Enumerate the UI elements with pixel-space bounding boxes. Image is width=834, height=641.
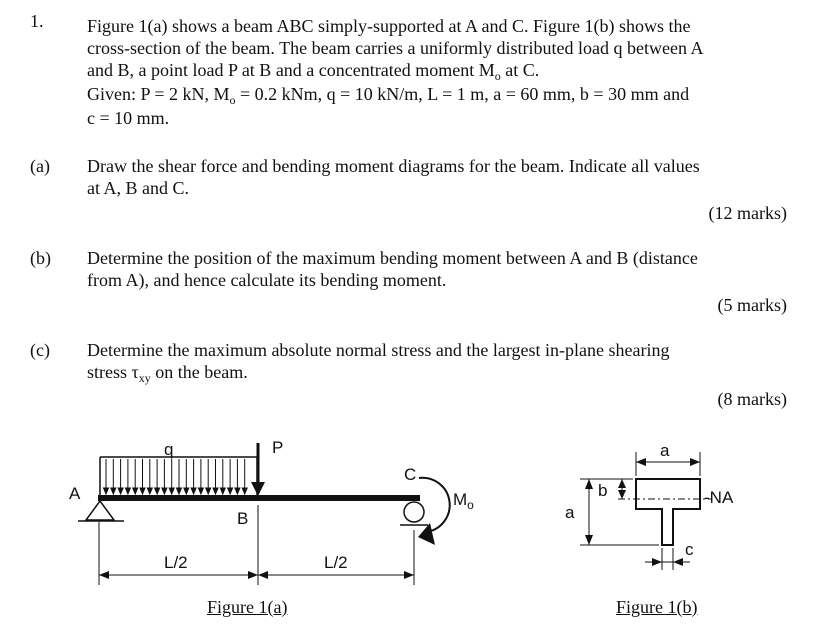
figure-1a-caption: Figure 1(a): [207, 597, 288, 617]
dimension-lines: [99, 505, 414, 585]
udl-arrowhead: [140, 488, 145, 494]
udl-arrowhead: [220, 488, 225, 494]
part-a-marks: (12 marks): [708, 203, 787, 223]
beam: [98, 495, 420, 501]
label-b-dim: b: [598, 481, 608, 500]
pin-support-a: [78, 501, 124, 521]
part-b-text: Determine the position of the maximum bending moment between A and B (distance from A), and hence calculate its bending moment.: [87, 248, 698, 290]
part-a-text: Draw the shear force and bending moment diagrams for the beam. Indicate all values at A, B and C.: [87, 156, 700, 198]
roller-support-c: [400, 502, 428, 525]
part-b-label: (b): [30, 248, 51, 268]
t-section: [636, 479, 700, 545]
udl-arrowhead: [228, 488, 233, 494]
udl-arrowhead: [104, 488, 109, 494]
figure-1b-caption: Figure 1(b): [616, 597, 698, 617]
udl-arrowhead: [206, 488, 211, 494]
part-a-label: (a): [30, 156, 50, 176]
label-mo: $M_o$: [453, 490, 474, 512]
dim-c: [645, 548, 690, 570]
udl-arrowhead: [184, 488, 189, 494]
udl-arrowhead: [235, 488, 240, 494]
udl-arrowhead: [118, 488, 123, 494]
udl-arrowhead: [213, 488, 218, 494]
dim-left-label: L/2: [164, 553, 188, 572]
part-c-label: (c): [30, 340, 50, 360]
label-b: B: [237, 509, 249, 528]
cross-section-diagram: [560, 440, 790, 590]
udl-arrowhead: [125, 488, 130, 494]
udl-arrowhead: [147, 488, 152, 494]
label-a: A: [69, 484, 81, 503]
intro-line-1: Figure 1(a) shows a beam ABC simply-supported at A and C. Figure 1(b) shows the: [87, 16, 691, 36]
intro-line-4: Given: P = 2 kN, $M_o = 0.2$ kNm, q = 10 kN/m, L = 1 m, a = 60 mm, b = 30 mm and: [87, 84, 690, 107]
label-a-top: a: [660, 441, 670, 460]
udl-arrowhead: [191, 488, 196, 494]
udl-arrowhead: [111, 488, 116, 494]
udl-arrowhead: [177, 488, 182, 494]
intro-line-5: c = 10 mm.: [87, 108, 170, 128]
udl-arrows: [104, 459, 248, 494]
udl-arrowhead: [169, 488, 174, 494]
label-c-dim: c: [685, 540, 694, 559]
label-q: q: [164, 440, 174, 459]
label-c: C: [404, 465, 417, 484]
question-number: 1.: [30, 11, 44, 31]
question-intro: [87, 15, 787, 129]
udl-arrowhead: [242, 488, 247, 494]
udl-arrowhead: [198, 488, 203, 494]
udl-arrowhead: [133, 488, 138, 494]
moment-mo-arc: [418, 478, 450, 545]
part-b-marks: (5 marks): [717, 295, 787, 315]
beam-diagram: [0, 430, 520, 600]
udl-arrowhead: [155, 488, 160, 494]
part-c-text: Determine the maximum absolute normal stress and the largest in-plane shearing stress $\tau_{xy}$ on the beam.: [87, 340, 670, 385]
intro-line-2: cross-section of the beam. The beam carries a uniformly distributed load q between A: [87, 38, 704, 58]
dim-right-label: L/2: [324, 553, 348, 572]
label-neutral-axis: -NA: [704, 488, 734, 507]
udl-arrowhead: [162, 488, 167, 494]
label-p: P: [272, 438, 284, 457]
intro-line-3: and B, a point load P at B and a concentrated moment $M_o$ at C.: [87, 60, 540, 83]
part-c-marks: (8 marks): [717, 389, 787, 409]
point-load-p-arrow: [251, 443, 265, 496]
label-a-left: a: [565, 503, 575, 522]
